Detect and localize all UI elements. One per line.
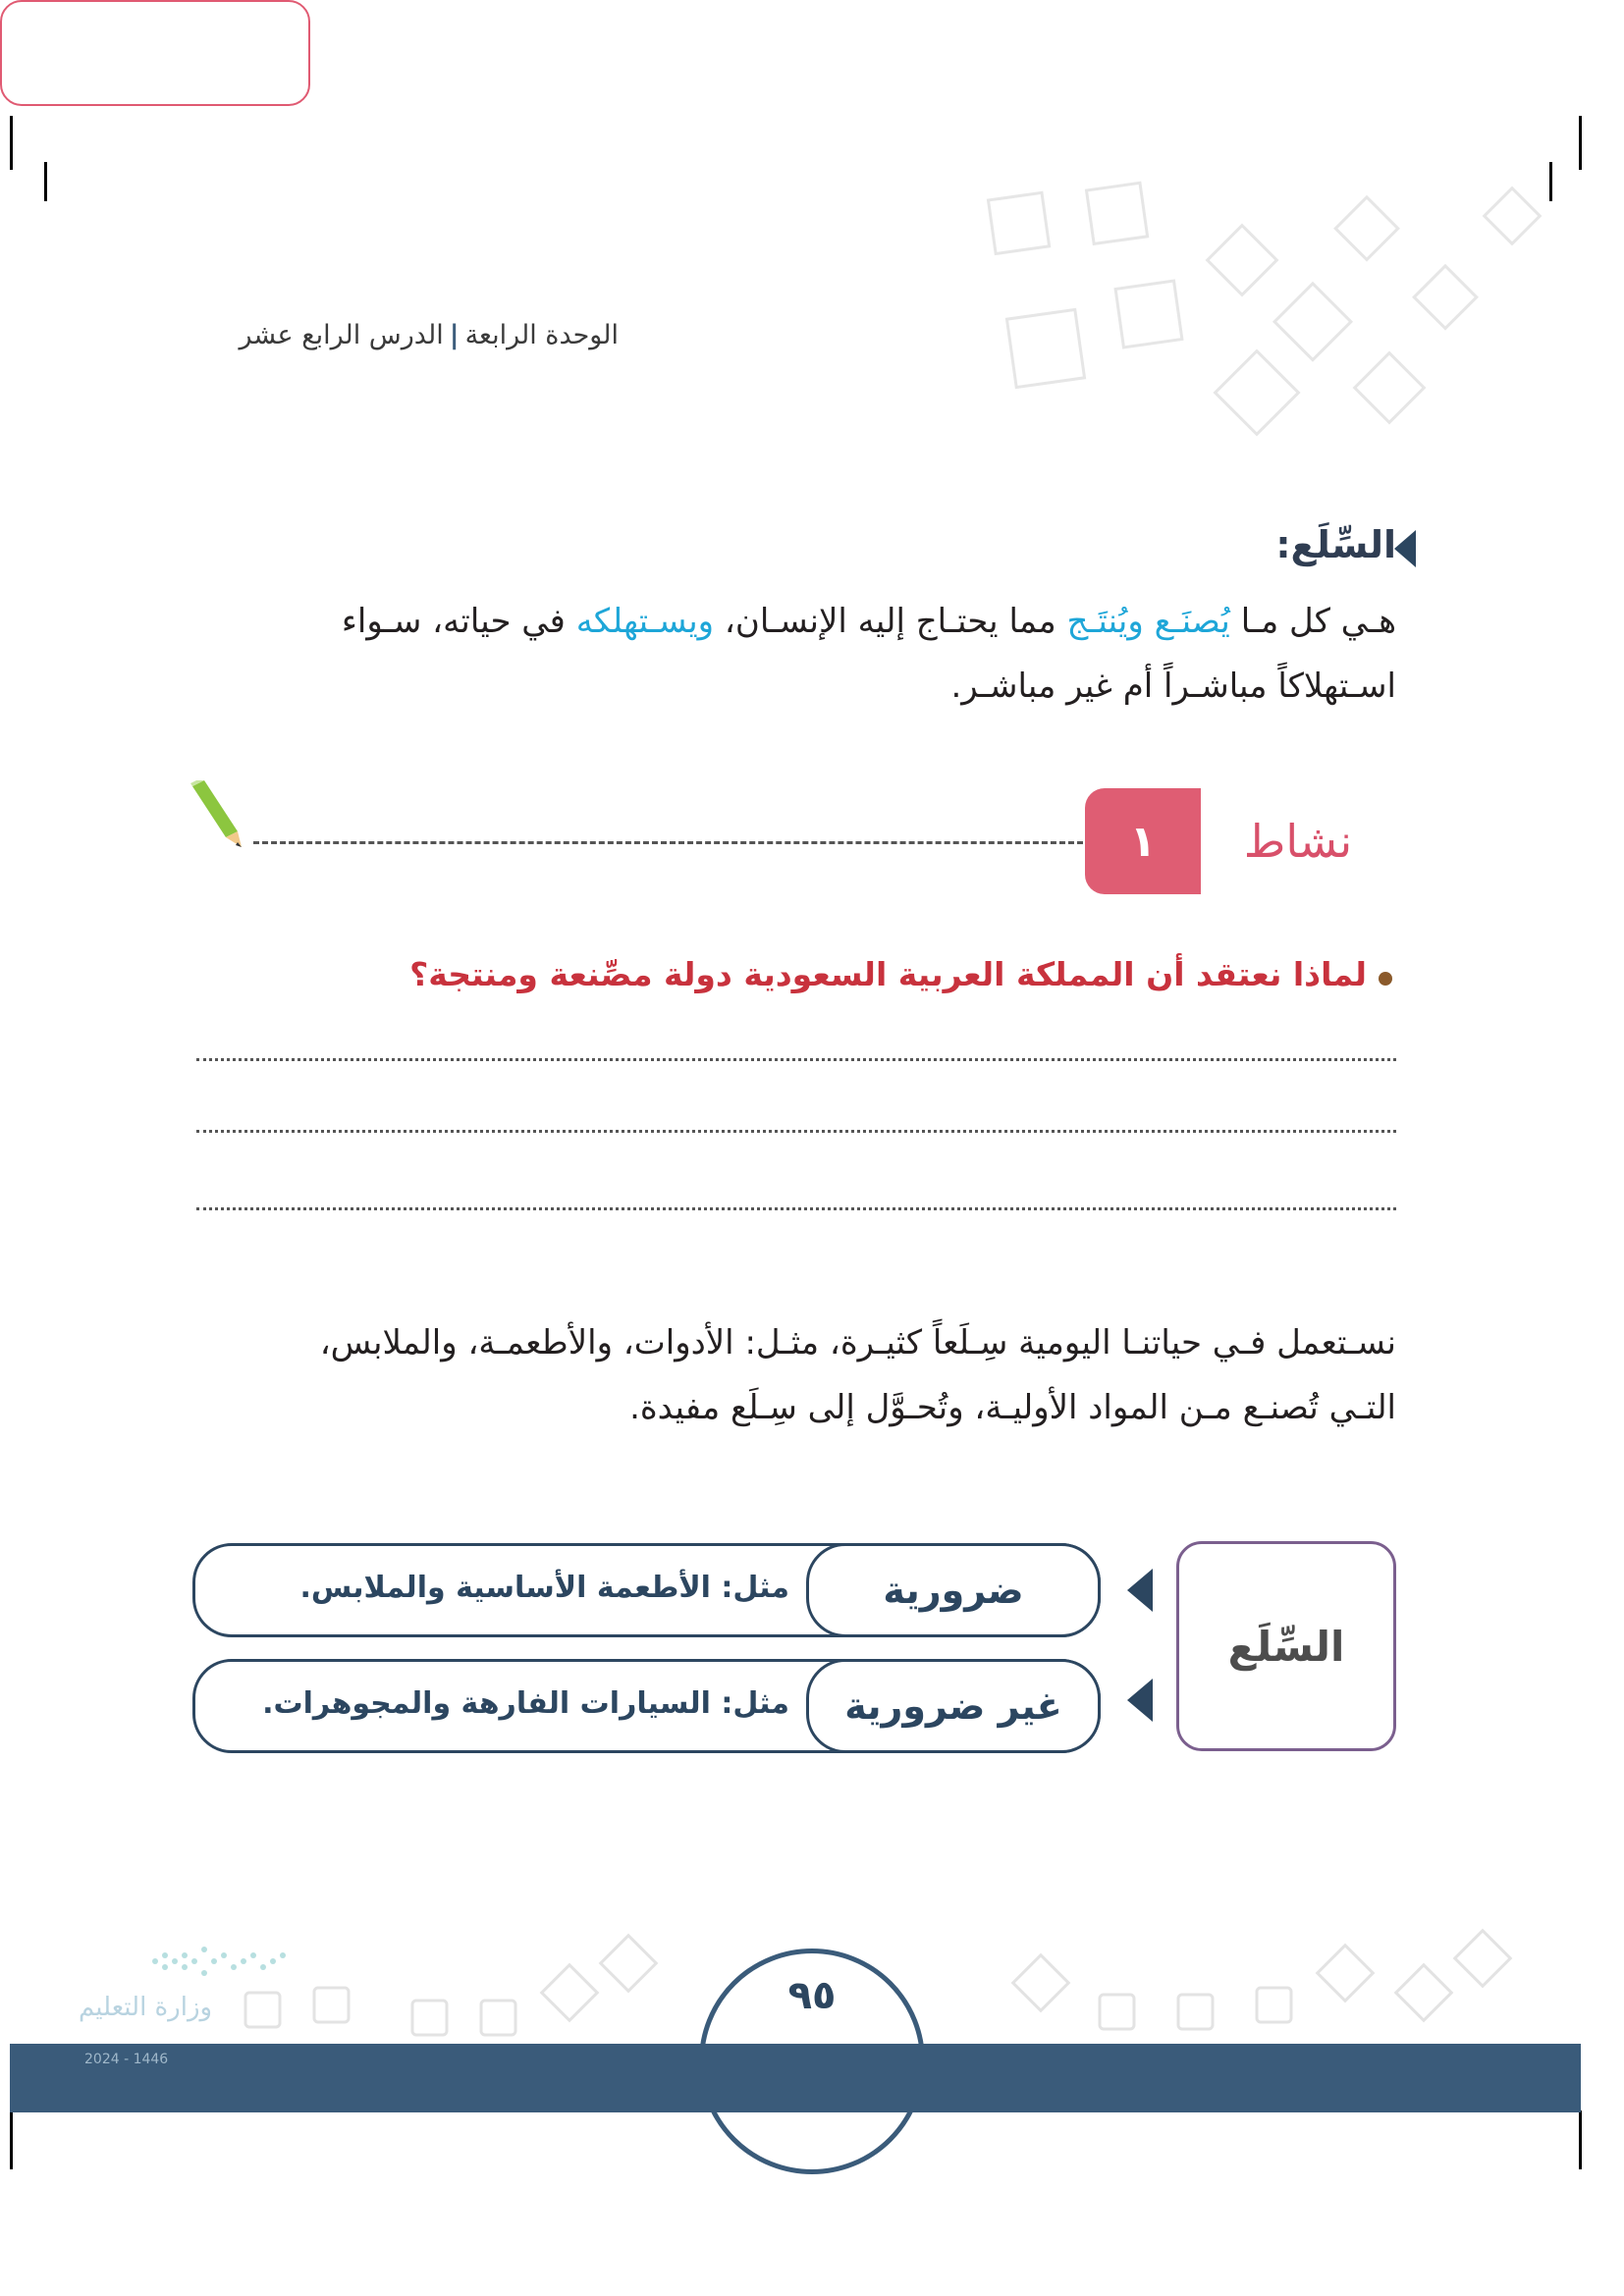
- activity-number: ١: [1085, 788, 1201, 894]
- def-text: في حياته، سـواء: [341, 602, 566, 641]
- def-text: اسـتهلاكاً مباشـراً أم غير مباشـر.: [950, 667, 1396, 706]
- unnecessary-goods-label: غير ضرورية: [806, 1659, 1101, 1753]
- unit-label: الوحدة الرابعة: [464, 320, 619, 350]
- definition-paragraph: [179, 589, 1396, 719]
- answer-line[interactable]: [196, 1207, 1396, 1210]
- crop-mark: [10, 2110, 13, 2169]
- goods-paragraph: [179, 1310, 1396, 1440]
- lesson-label: الدرس الرابع عشر: [239, 320, 444, 350]
- ministry-logo-icon: [145, 1942, 302, 1981]
- arrow-icon: [1127, 1679, 1153, 1722]
- activity-dash-line: [253, 841, 1083, 844]
- crop-mark: [1579, 116, 1582, 170]
- arrow-icon: [1127, 1569, 1153, 1612]
- pencil-icon: [187, 780, 249, 851]
- def-highlight: ويسـتهلكه: [575, 602, 715, 641]
- activity-label: نشاط: [1243, 815, 1353, 868]
- activity-question: لماذا نعتقد أن المملكة العربية السعودية دولة مصِّنعة ومنتجة؟: [409, 955, 1367, 993]
- crop-mark: [44, 162, 47, 201]
- def-highlight: يُصنَـع ويُنتَـج: [1066, 602, 1230, 641]
- def-text: مما يحتـاج إليه الإنسـان،: [724, 602, 1056, 641]
- paragraph-line: نسـتعمل فـي حياتنـا اليومية سِـلَعاً كثيـرة، مثـل: الأدوات، والأطعمـة، والملابس،: [319, 1323, 1396, 1362]
- answer-line[interactable]: [196, 1130, 1396, 1133]
- activity-box: [0, 0, 310, 106]
- def-text: هـي كل مـا: [1240, 602, 1396, 641]
- footer-bar: [10, 2044, 1581, 2112]
- decorative-pattern: [972, 177, 1561, 471]
- question-bullet: [1379, 972, 1392, 986]
- page-number: ٩٥: [787, 1973, 837, 2018]
- section-title: السِّلَع:: [1275, 523, 1396, 566]
- page-header: [177, 320, 619, 350]
- ministry-name: وزارة التعليم: [79, 1993, 213, 2022]
- answer-line[interactable]: [196, 1058, 1396, 1061]
- header-separator: |: [449, 320, 460, 350]
- paragraph-line: التـي تُصنـع مـن المواد الأوليـة، وتُحـوَّل إلى سِـلَع مفيدة.: [629, 1388, 1396, 1427]
- section-arrow-icon: [1394, 530, 1416, 567]
- necessary-goods-example: مثل: الأطعمة الأساسية والملابس.: [299, 1571, 789, 1605]
- crop-mark: [10, 116, 13, 170]
- footer-year: 2024 - 1446: [84, 2052, 169, 2067]
- crop-mark: [1579, 2110, 1582, 2169]
- goods-main-box: السِّلَع: [1176, 1541, 1396, 1751]
- unnecessary-goods-example: مثل: السيارات الفارهة والمجوهرات.: [262, 1686, 789, 1721]
- necessary-goods-label: ضرورية: [806, 1543, 1101, 1637]
